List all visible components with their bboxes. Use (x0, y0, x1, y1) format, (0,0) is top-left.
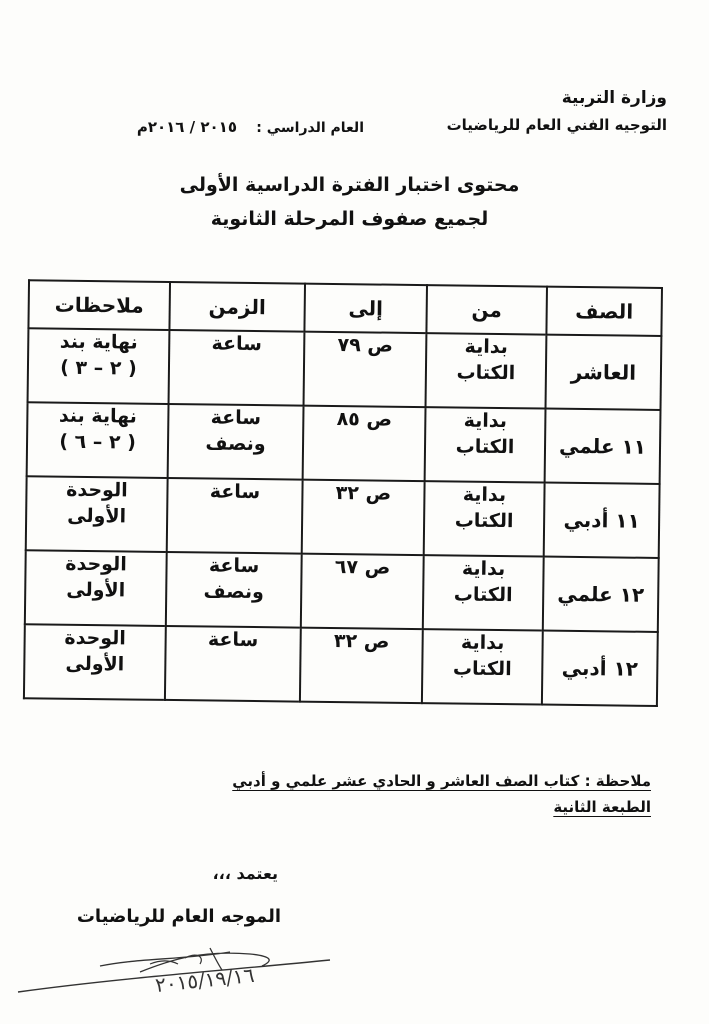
cell-time-line: ساعة (211, 332, 263, 356)
cell-from-line: الكتاب (455, 435, 515, 458)
cell-notes-line: الوحدة (66, 478, 128, 502)
signature-date: ٢٠١٥/١٩/١٦ (154, 962, 256, 998)
cell-from-line: بداية (463, 409, 508, 433)
cell-notes-line: الأولى (65, 652, 125, 676)
cell-grade: ١٢ علمي (543, 557, 659, 632)
cell-grade: ١١ أدبي (544, 483, 660, 558)
cell-to: ص ٦٧ (301, 554, 424, 629)
cell-notes (24, 624, 166, 700)
cell-notes-line: الوحدة (65, 552, 127, 576)
note (232, 768, 651, 821)
cell-time-line: ساعة (208, 554, 260, 578)
header-notes: ملاحظات (28, 280, 170, 330)
cell-time-line: ساعة (210, 406, 262, 430)
cell-time (169, 330, 305, 406)
table-row (27, 402, 661, 484)
cell-grade: ١١ علمي (545, 409, 661, 484)
cell-notes-line: ( ٢ – ٦ ) (59, 430, 136, 454)
supervision-name: التوجيه الفني العام للرياضيات (446, 116, 667, 134)
header-time: الزمن (169, 282, 305, 332)
academic-year-value: ٢٠١٥ / ٢٠١٦م (136, 118, 237, 136)
document-title: محتوى اختبار الفترة الدراسية الأولى (179, 174, 520, 196)
cell-to: ص ٨٥ (303, 406, 426, 481)
cell-from (426, 333, 547, 408)
handwritten-signature (0, 930, 709, 1024)
cell-notes-line: ( ٢ – ٣ ) (60, 356, 137, 380)
cell-notes-line: نهاية بند (59, 330, 138, 354)
cell-from (424, 481, 545, 556)
cell-from-line: الكتاب (456, 361, 516, 384)
cell-notes (25, 550, 167, 626)
note-line-1: ملاحظة : كتاب الصف العاشر و الحادي عشر علمي و أدبي (232, 772, 651, 790)
header-from: من (426, 285, 547, 334)
exam-content-table (23, 279, 663, 707)
cell-from (422, 629, 543, 704)
cell-from (423, 555, 544, 630)
cell-time (167, 478, 303, 554)
document-subtitle: لجميع صفوف المرحلة الثانوية (210, 208, 489, 230)
signer-title: الموجه العام للرياضيات (76, 906, 281, 927)
cell-from-line: بداية (460, 631, 505, 655)
cell-from-line: الكتاب (453, 583, 513, 606)
cell-from-line: الكتاب (452, 657, 512, 680)
cell-from-line: بداية (461, 557, 506, 581)
cell-notes-line: الأولى (67, 504, 127, 528)
cell-notes (26, 476, 168, 552)
cell-notes (28, 328, 170, 404)
header-to: إلى (304, 284, 427, 333)
cell-from-line: بداية (464, 335, 509, 359)
academic-year-label: العام الدراسي : (256, 120, 364, 136)
cell-to: ص ٧٩ (304, 332, 427, 407)
ministry-name: وزارة التربية (561, 88, 667, 108)
cell-time-line: ساعة (207, 628, 259, 652)
approval-label: يعتمد ،،، (212, 864, 278, 883)
cell-time-line: ونصف (203, 580, 265, 603)
header-grade: الصف (546, 287, 662, 336)
cell-to: ص ٣٢ (302, 480, 425, 555)
cell-notes-line: الوحدة (64, 626, 127, 650)
cell-time-line: ساعة (209, 480, 261, 504)
note-line-2: الطبعة الثانية (553, 798, 651, 817)
table-row (25, 550, 659, 632)
cell-to: ص ٣٢ (300, 628, 423, 703)
cell-time (165, 626, 301, 702)
cell-notes-line: الأولى (66, 578, 126, 602)
table-row (24, 624, 658, 706)
cell-grade: ١٢ أدبي (542, 631, 658, 706)
cell-notes (27, 402, 169, 478)
table-body (24, 328, 661, 706)
cell-from-line: الكتاب (454, 509, 514, 532)
cell-notes-line: نهاية بند (58, 404, 137, 428)
cell-time (166, 552, 302, 628)
cell-from (425, 407, 546, 482)
cell-time (168, 404, 304, 480)
table-row (26, 476, 660, 558)
cell-time-line: ونصف (205, 432, 266, 455)
table-row (28, 328, 662, 410)
cell-from-line: بداية (462, 483, 507, 507)
table-header-row (28, 280, 662, 336)
cell-grade: العاشر (546, 335, 662, 410)
